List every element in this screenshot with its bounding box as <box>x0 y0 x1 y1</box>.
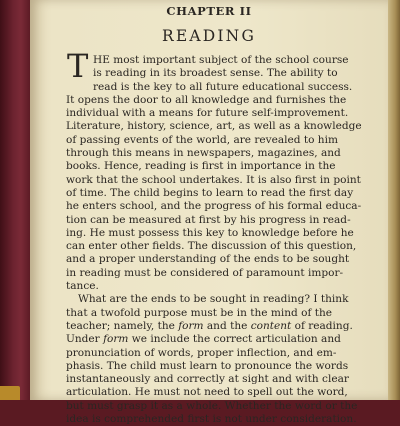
text-line: teacher; namely, the form and the content of reading. <box>66 319 353 332</box>
text-line: read is the key to all future educational success. <box>93 80 353 93</box>
text-line: pronunciation of words, proper inflection, and em- <box>66 346 337 359</box>
text-line: he enters school, and the progress of his formal educa- <box>66 200 362 213</box>
text-line: can enter other fields. The discussion of this question, <box>66 240 357 253</box>
chapter-title: READING <box>161 27 257 45</box>
text-line: books. Hence, reading is first in importance in the <box>66 160 336 173</box>
text-line: that a twofold purpose must be in the mind of the <box>66 306 333 319</box>
text-line: of passing events of the world, are revealed to him <box>66 133 338 146</box>
text-line: tion can be measured at first by his progress in read- <box>66 213 351 226</box>
text-line: tance. <box>66 280 99 293</box>
text-line: is reading in its broadest sense. The ability to <box>93 67 338 80</box>
brass-clip <box>0 386 20 400</box>
text-line: Literature, history, science, art, as well as a knowledge <box>66 120 362 133</box>
text-line: work that the school undertakes. It is also first in point <box>66 173 361 186</box>
text-line: What are the ends to be sought in reading? I think <box>78 293 349 306</box>
body-text <box>66 54 384 426</box>
text-line: It opens the door to all knowledge and furnishes the <box>66 93 347 106</box>
text-line: in reading must be considered of paramount impor- <box>66 266 344 279</box>
chapter-heading: CHAPTER II <box>166 4 252 18</box>
book-page <box>30 0 388 426</box>
text-line: individual with a means for future self-improvement. <box>66 107 349 120</box>
text-line: of time. The child begins to learn to read the first day <box>66 186 354 199</box>
text-line: but must grasp it as a whole. Whether the word or the <box>66 399 358 412</box>
text-line: HE most important subject of the school course <box>93 54 349 66</box>
drop-cap: T <box>67 47 89 85</box>
text-line: and a proper understanding of the ends to be sought <box>66 253 350 266</box>
book-cover-edge <box>0 0 30 400</box>
text-line: articulation. He must not need to spell out the word, <box>66 386 348 399</box>
text-line: instantaneously and correctly at sight and with clear <box>66 373 349 386</box>
text-line: Under form we include the correct articulation and <box>66 333 341 346</box>
text-line: ing. He must possess this key to knowledge before he <box>66 226 354 239</box>
text-line: phasis. The child must learn to pronounce the words <box>66 359 349 372</box>
page-fore-edge <box>388 0 400 400</box>
text-line: idea is comprehended first is not under consideration. <box>66 413 357 426</box>
text-line: through this means in newspapers, magazines, and <box>66 147 341 160</box>
